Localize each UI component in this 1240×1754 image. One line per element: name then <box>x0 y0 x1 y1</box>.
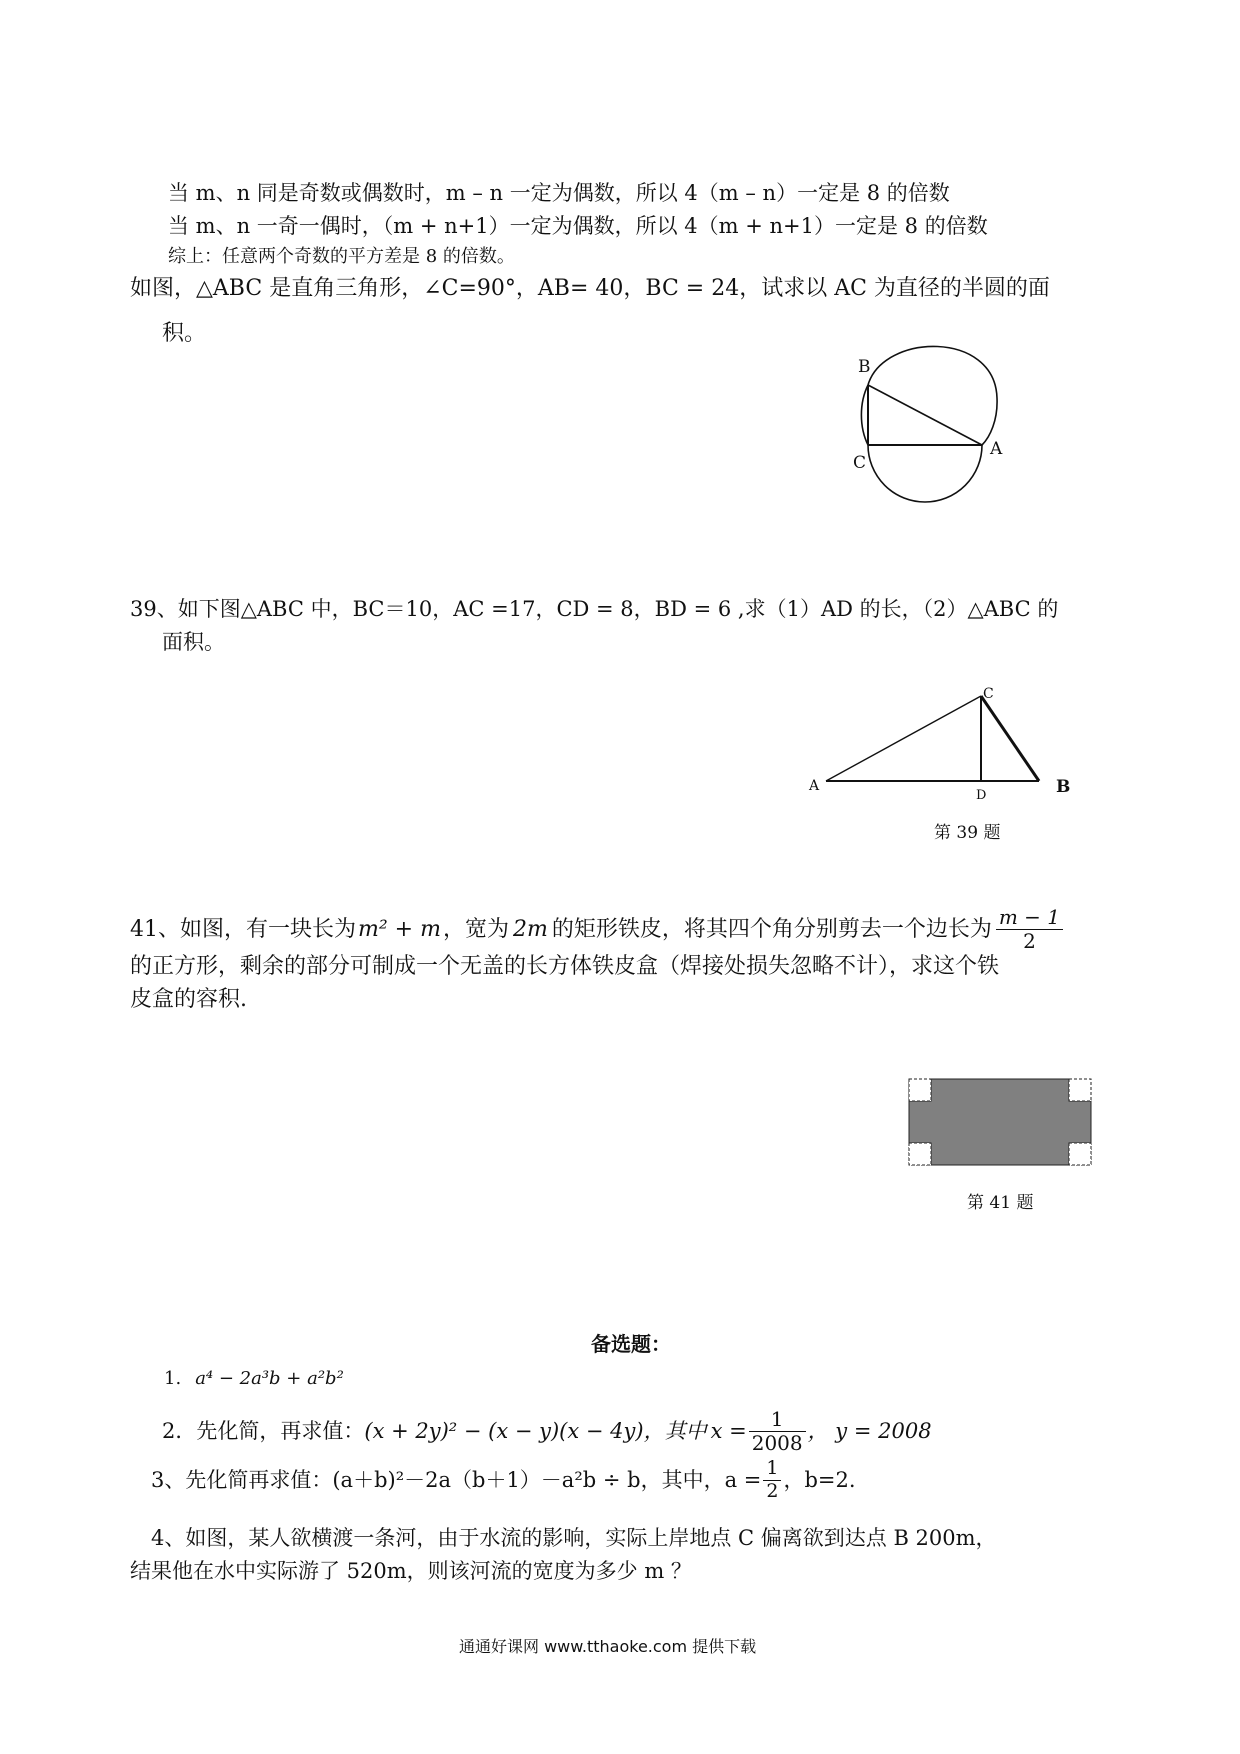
problem-2-expression: (x + 2y)² − (x − y)(x − 4y)，其中 <box>364 1419 707 1443</box>
problem-3-tail: ，b=2. <box>783 1467 856 1492</box>
problem-2-fraction <box>749 1408 806 1455</box>
q41-line-2: 的正方形，剩余的部分可制成一个无盖的长方体铁皮盒（焊接处损失忽略不计），求这个铁 <box>130 954 1000 979</box>
page-footer: 通通好课网 www.tthaoke.com 提供下载 <box>459 1637 757 1656</box>
problem-3-fraction-numerator: 1 <box>763 1458 781 1481</box>
corner-square-tl <box>909 1079 931 1101</box>
problem-3-text: 3、先化简再求值：(a＋b)²－2a（b＋1）－a²b ÷ b，其中，a = <box>151 1467 762 1492</box>
corner-square-bl <box>909 1143 931 1165</box>
vertex-label-b: B <box>1056 777 1071 797</box>
q41-caption: 第 41 题 <box>967 1193 1034 1213</box>
vertex-label-b: B <box>858 357 871 377</box>
problem-2-fraction-numerator: 1 <box>749 1408 806 1432</box>
q41-line-3: 皮盒的容积. <box>130 987 247 1012</box>
optional-problem-1 <box>164 1370 344 1388</box>
remaining-sheet <box>909 1079 1091 1165</box>
optional-problem-3 <box>151 1458 856 1503</box>
q41-fraction-denominator: 2 <box>1023 929 1036 953</box>
optional-problem-2 <box>162 1408 932 1455</box>
q39-line-2: 面积。 <box>162 630 225 654</box>
optional-problem-4-line-2: 结果他在水中实际游了 520m，则该河流的宽度为多少 m ？ <box>130 1559 692 1583</box>
problem-2-x: x = <box>710 1419 747 1443</box>
problem-3-fraction-denominator: 2 <box>766 1479 779 1502</box>
q39-caption: 第 39 题 <box>934 823 1001 843</box>
semicircle-question-line-2: 积。 <box>162 321 207 346</box>
problem-3-fraction <box>763 1458 781 1503</box>
problem-2-y: ， y = 2008 <box>807 1419 932 1443</box>
proof-line-1: 当 m、n 同是奇数或偶数时，m – n 一定为偶数，所以 4（m – n）一定是 8 的倍数 <box>168 181 950 205</box>
vertex-label-a: A <box>990 439 1003 459</box>
vertex-label-d: D <box>976 788 987 803</box>
q41-fraction-numerator: m − 1 <box>996 906 1063 930</box>
problem-1-number: 1. <box>164 1368 182 1389</box>
q41-width-expr: 2m <box>512 916 548 942</box>
semicircle-question-line-1: 如图，△ABC 是直角三角形，∠C=90°，AB= 40，BC = 24，试求以 AC 为直径的半圆的面 <box>130 276 1050 301</box>
proof-line-2: 当 m、n 一奇一偶时，（m + n+1）一定为偶数，所以 4（m + n+1）一定是 8 的倍数 <box>168 214 988 238</box>
vertex-label-c: C <box>853 453 867 473</box>
q41-length-expr: m² + m <box>358 916 441 942</box>
q41-mid-2: 的矩形铁皮，将其四个角分别剪去一个边长为 <box>551 916 992 942</box>
q41-prefix: 41、如图，有一块长为 <box>130 916 356 942</box>
vertex-label-c: C <box>983 686 994 702</box>
optional-problem-4-line-1: 4、如图，某人欲横渡一条河，由于水流的影响，实际上岸地点 C 偏离欲到达点 B 200m， <box>151 1526 997 1550</box>
optional-section-title: 备选题： <box>591 1332 671 1356</box>
corner-square-br <box>1069 1143 1091 1165</box>
q41-mid-1: ，宽为 <box>442 916 509 942</box>
problem-2-prefix: 2．先化简，再求值： <box>162 1419 365 1443</box>
corner-square-tr <box>1069 1079 1091 1101</box>
q39-line-1: 39、如下图△ABC 中，BC＝10，AC =17，CD = 8，BD = 6 ,求（1）AD 的长，（2）△ABC 的 <box>130 597 1059 621</box>
vertex-label-a: A <box>809 778 820 794</box>
problem-2-fraction-denominator: 2008 <box>751 1431 803 1455</box>
proof-conclusion: 综上：任意两个奇数的平方差是 8 的倍数。 <box>168 246 515 267</box>
problem-1-expression: a⁴ − 2a³b + a²b² <box>195 1368 344 1389</box>
